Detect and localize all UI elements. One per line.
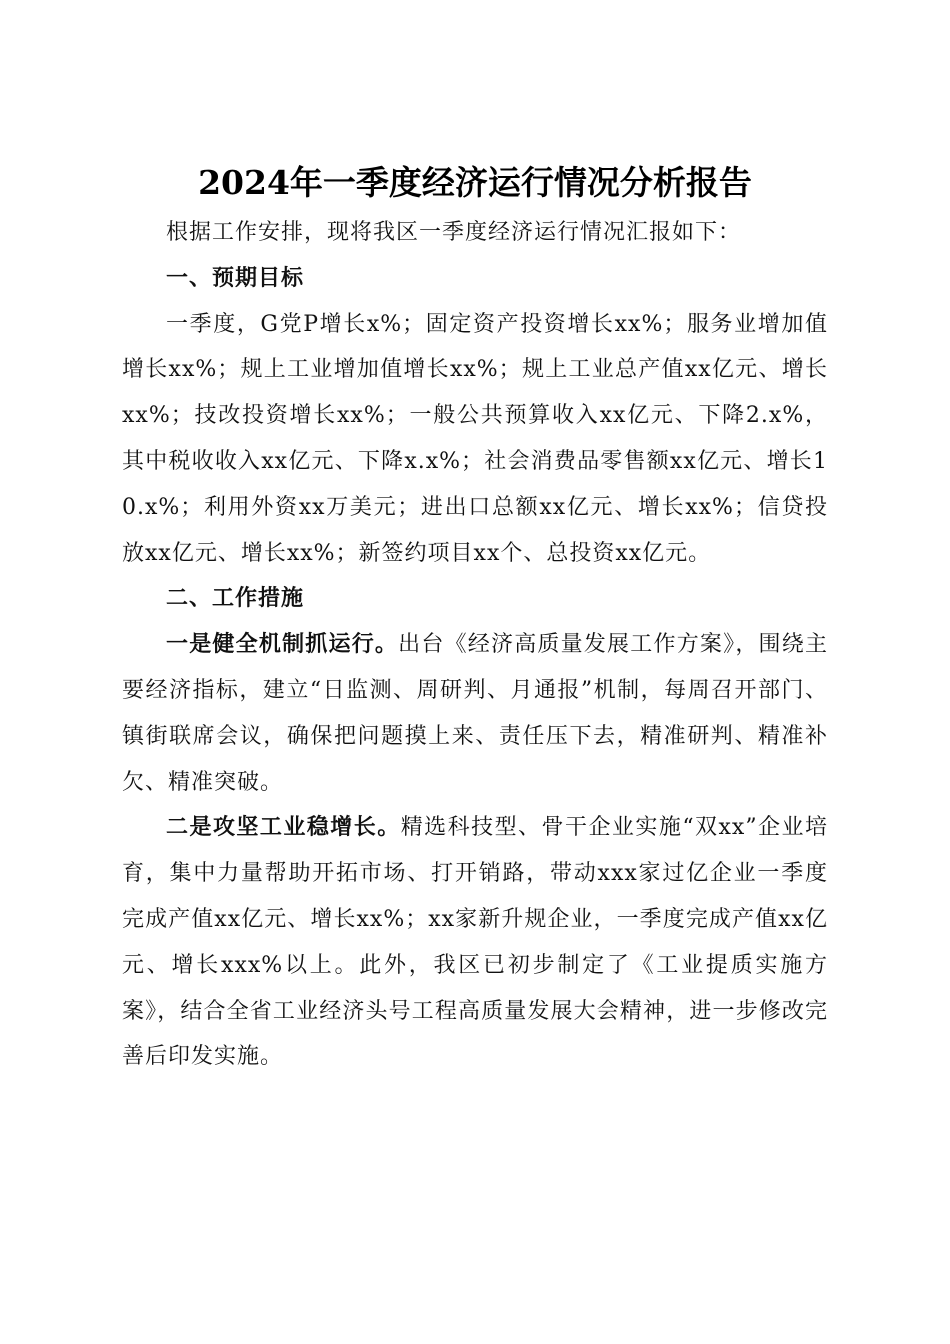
paragraph-text: 一季度，G党P增长x%；固定资产投资增长xx%；服务业增加值增长xx%；规上工业增加值增长xx%；规上工业总产值xx亿元、增长xx%；技改投资增长xx%；一般公共预算收入xx亿元、下降2.x%，其中税收收入xx亿元、下降x.x%；社会消费品零售额xx亿元、增长10.x%；利用外资xx万美元；进出口总额xx亿元、增长xx%；信贷投放xx亿元、增长xx%；新签约项目xx个、总投资xx亿元。 <box>122 311 828 566</box>
intro-paragraph: 根据工作安排，现将我区一季度经济运行情况汇报如下： <box>166 220 742 245</box>
section-heading-measures: 二、工作措施 <box>166 585 305 612</box>
measure-paragraph-mechanism <box>122 622 828 805</box>
document-body <box>122 202 828 1080</box>
measure-paragraph-industry <box>122 805 828 1080</box>
document-title: 2024年一季度经济运行情况分析报告 <box>198 163 752 203</box>
paragraph-text: 精选科技型、骨干企业实施“双xx”企业培育，集中力量帮助开拓市场、打开销路，带动xxx家过亿企业一季度完成产值xx亿元、增长xx%；xx家新升规企业，一季度完成产值xx亿元、增长xxx%以上。此外，我区已初步制定了《工业提质实施方案》，结合全省工业经济头号工程高质量发展大会精神，进一步修改完善后印发实施。 <box>122 815 828 1070</box>
goals-paragraph <box>122 302 828 577</box>
paragraph-text: 出台《经济高质量发展工作方案》，围绕主要经济指标，建立“日监测、周研判、月通报”机制，每周召开部门、镇街联席会议，确保把问题摸上来、责任压下去，精准研判、精准补欠、精准突破。 <box>122 632 828 795</box>
paragraph-lead: 一是健全机制抓运行。 <box>166 631 399 658</box>
paragraph-lead: 二是攻坚工业稳增长。 <box>166 814 401 841</box>
section-heading-goals: 一、预期目标 <box>166 264 305 291</box>
